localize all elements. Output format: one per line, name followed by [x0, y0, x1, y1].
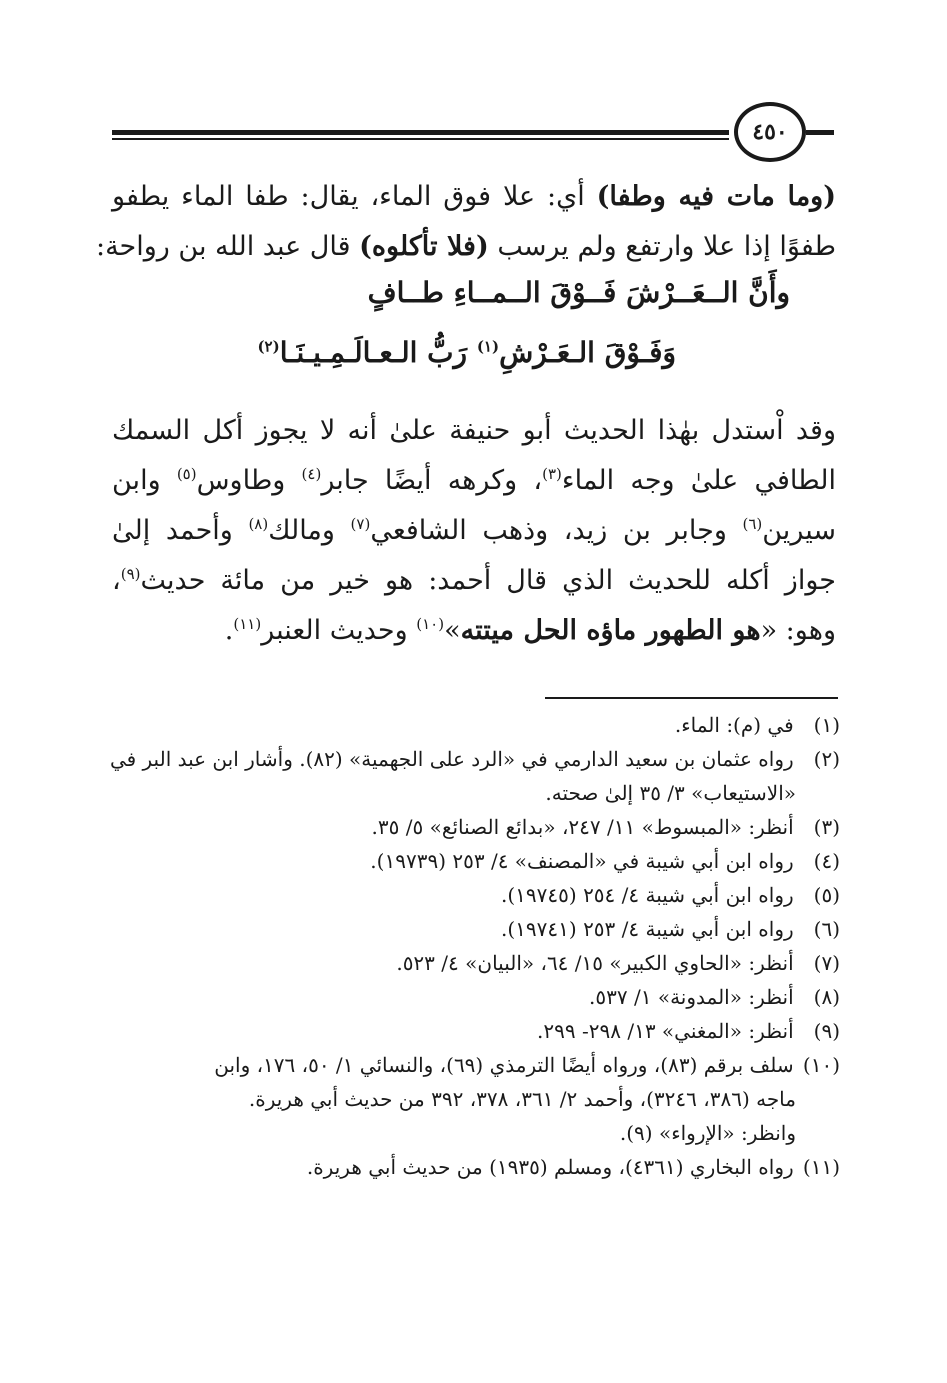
quoted-phrase: (وما مات فيه وطفا)	[596, 181, 836, 212]
footnote-separator	[545, 697, 838, 699]
header-rule-thin	[112, 138, 729, 140]
footnote-text: أنظر: «المبسوط» ١١/ ٢٤٧، «بدائع الصنائع» ٥/ ٣٥.	[371, 815, 800, 839]
footnote-ref[interactable]: (١١)	[233, 615, 262, 633]
footnote-text: أنظر: «الحاوي الكبير» ١٥/ ٦٤، «البيان» ٤/ ٥٢٣.	[396, 951, 800, 975]
footnote-item	[109, 742, 840, 776]
quoted-phrase: (فلا تأكلوه)	[359, 231, 489, 262]
footnote-item	[112, 844, 840, 878]
footnote-item	[112, 980, 840, 1014]
footnote-ref[interactable]: (٨)	[248, 515, 269, 533]
footnote-ref[interactable]: (١٠)	[416, 615, 445, 633]
header-rule-thick	[112, 130, 729, 135]
footnote-item	[112, 912, 840, 946]
footnote-text: رواه ابن أبي شيبة ٤/ ٢٥٤ (١٩٧٤٥).	[501, 883, 800, 907]
footnote-number: (٩)	[813, 1019, 840, 1043]
footnote-number: (٤)	[813, 849, 840, 873]
footnote-ref[interactable]: (٤)	[301, 465, 322, 483]
footnote-item	[112, 1048, 840, 1082]
text-line-1: (وما مات فيه وطفا) أي: علا فوق الماء، يقال: طفا الماء يطفو	[112, 181, 836, 212]
footnote-item	[112, 708, 840, 742]
footnote-ref[interactable]: (٣)	[542, 465, 562, 483]
text-line-3: وقد اْستدل بهٰذا الحديث أبو حنيفة علىٰ أنه لا يجوز أكل السمك	[112, 415, 836, 446]
main-text	[95, 172, 836, 656]
verse-line-2: وَفَـوْقَ الـعَـرْشِ$^{(١)}$ رَبُّ الـعـالَـمِـيـنَـا$^{(٢)}$	[257, 336, 676, 369]
footnote-item	[112, 1150, 840, 1184]
footnote-item	[112, 810, 840, 844]
footnote-ref[interactable]: (٢)	[257, 337, 280, 356]
text-line-6: جواز أكله للحديث الذي قال أحمد: هو خير من مائة حديث$^{(٩)}$،	[112, 565, 836, 596]
footnote-number: (٥)	[813, 883, 840, 907]
footnote-text: أنظر: «المدونة» ١/ ٥٣٧.	[589, 985, 800, 1009]
page-number: ٤٥٠	[752, 119, 788, 145]
header-rule-stub	[806, 130, 834, 135]
text-line-5: سيرين$^{(٦)}$ وجابر بن زيد، وذهب الشافعي$^{(٧)}$ ومالك$^{(٨)}$ وأحمد إلىٰ	[112, 515, 836, 546]
footnote-number: (١١)	[802, 1155, 840, 1179]
text-line-4: الطافي علىٰ وجه الماء$^{(٣)}$، وكرهه أيضًا جابر$^{(٤)}$ وطاوس$^{(٥)}$ وابن	[112, 465, 836, 496]
verse-line-1: وأَنَّ الــعَــرْشَ فَــوْقَ الــمــاءِ طــافٍ	[367, 276, 790, 309]
footnote-ref[interactable]: (٩)	[120, 565, 141, 583]
footnote-text: رواه البخاري (٤٣٦١)، ومسلم (١٩٣٥) من حديث أبي هريرة.	[306, 1155, 800, 1179]
footnote-ref[interactable]: (٧)	[350, 515, 371, 533]
footnote-continuation: ماجه (٣٨٦، ٣٢٤٦)، وأحمد ٢/ ٣٦١، ٣٧٨، ٣٩٢ من حديث أبي هريرة.	[248, 1087, 796, 1111]
footnote-text: أنظر: «المغني» ١٣/ ٢٩٨- ٢٩٩.	[537, 1019, 800, 1043]
footnote-item	[112, 946, 840, 980]
footnote-number: (٦)	[813, 917, 840, 941]
footnote-text: رواه ابن أبي شيبة ٤/ ٢٥٣ (١٩٧٤١).	[501, 917, 800, 941]
footnote-ref[interactable]: (٦)	[742, 515, 763, 533]
footnote-text: رواه عثمان بن سعيد الدارمي في «الرد على الجهمية» (٨٢). وأشار ابن عبد البر في	[109, 747, 800, 771]
page-number-badge	[734, 102, 806, 162]
text-line-2: طفوًا إذا علا وارتفع ولم يرسب (فلا تأكلوه) قال عبد الله بن رواحة:	[95, 231, 836, 262]
footnote-number: (٧)	[813, 951, 840, 975]
footnote-item	[112, 1014, 840, 1048]
footnote-ref[interactable]: (١)	[476, 337, 500, 356]
footnote-number: (١٠)	[802, 1053, 840, 1077]
page-header	[112, 98, 834, 162]
footnote-number: (٢)	[813, 747, 840, 771]
footnote-number: (٨)	[813, 985, 840, 1009]
footnote-text: في (م): الماء.	[674, 713, 800, 737]
footnote-continuation: «الاستيعاب» ٣/ ٣٥ إلىٰ صحته.	[545, 781, 796, 805]
footnote-number: (١)	[813, 713, 840, 737]
footnote-number: (٣)	[813, 815, 840, 839]
hadith-quote: هو الطهور ماؤه الحل ميتته	[460, 615, 761, 646]
footnote-text: رواه ابن أبي شيبة في «المصنف» ٤/ ٢٥٣ (١٩٧٣٩).	[370, 849, 800, 873]
text-line-7: وهو: «هو الطهور ماؤه الحل ميتته»$^{(١٠)}$ وحديث العنبر$^{(١١)}$.	[224, 615, 836, 646]
footnotes	[109, 708, 840, 1184]
footnote-continuation: وانظر: «الإرواء» (٩).	[619, 1121, 796, 1145]
footnote-ref[interactable]: (٥)	[176, 465, 197, 483]
footnote-item	[112, 878, 840, 912]
footnote-text: سلف برقم (٨٣)، ورواه أيضًا الترمذي (٦٩)، والنسائي ١/ ٥٠، ١٧٦، وابن	[214, 1053, 800, 1077]
